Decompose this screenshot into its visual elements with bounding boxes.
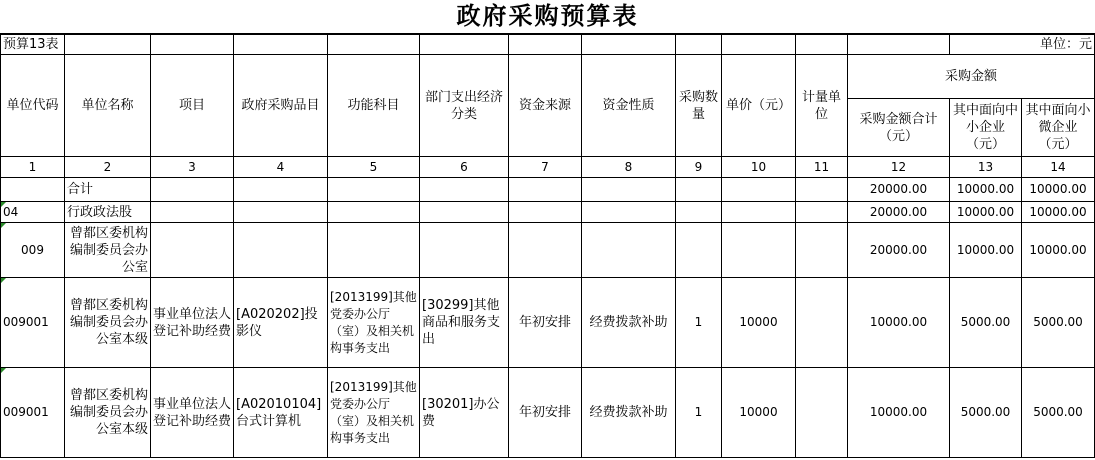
header-dept-name: 单位名称 xyxy=(65,55,151,157)
cell-catalog xyxy=(234,178,328,202)
cell-nature xyxy=(582,223,676,278)
cell-source xyxy=(509,178,582,202)
cell-sme: 10000.00 xyxy=(950,202,1022,223)
header-function: 功能科目 xyxy=(328,55,420,157)
cell-catalog xyxy=(234,202,328,223)
cell-econ xyxy=(420,202,509,223)
cell-sme: 5000.00 xyxy=(950,278,1022,368)
cell-unit xyxy=(796,178,848,202)
col-number: 13 xyxy=(950,157,1022,178)
header-fund-nature: 资金性质 xyxy=(582,55,676,157)
cell-source: 年初安排 xyxy=(509,368,582,458)
cell-unit xyxy=(796,223,848,278)
cell-total: 10000.00 xyxy=(848,278,950,368)
cell-project: 事业单位法人登记补助经费 xyxy=(151,278,234,368)
header-catalog: 政府采购品目 xyxy=(234,55,328,157)
cell-source xyxy=(509,223,582,278)
cell-price xyxy=(722,178,796,202)
cell-code: 04 xyxy=(1,202,65,223)
col-number: 7 xyxy=(509,157,582,178)
cell-total: 10000.00 xyxy=(848,368,950,458)
cell-qty xyxy=(676,223,722,278)
cell-function xyxy=(328,223,420,278)
cell-unit xyxy=(796,368,848,458)
cell-nature xyxy=(582,202,676,223)
cell-econ: [30299]其他商品和服务支出 xyxy=(420,278,509,368)
header-qty: 采购数量 xyxy=(676,55,722,157)
col-number: 6 xyxy=(420,157,509,178)
cell-function xyxy=(328,202,420,223)
header-fund-source: 资金来源 xyxy=(509,55,582,157)
col-number: 2 xyxy=(65,157,151,178)
table-row xyxy=(1,202,1095,223)
header-econ: 部门支出经济分类 xyxy=(420,55,509,157)
cell-project xyxy=(151,202,234,223)
cell-name: 曾都区委机构编制委员会办公室本级 xyxy=(65,368,151,458)
page-title: 政府采购预算表 xyxy=(0,0,1095,34)
cell-code xyxy=(1,178,65,202)
cell-function xyxy=(328,178,420,202)
form-no: 预算13表 xyxy=(1,35,65,55)
table-row xyxy=(1,223,1095,278)
header-sme: 其中面向中小企业（元） xyxy=(950,99,1022,157)
header-amount-group: 采购金额 xyxy=(848,55,1095,99)
col-number: 1 xyxy=(1,157,65,178)
budget-table xyxy=(0,34,1095,458)
cell-nature: 经费拨款补助 xyxy=(582,278,676,368)
cell-function: [2013199]其他党委办公厅（室）及相关机构事务支出 xyxy=(328,278,420,368)
cell-micro: 5000.00 xyxy=(1022,368,1095,458)
cell-unit xyxy=(796,202,848,223)
cell-source: 年初安排 xyxy=(509,278,582,368)
cell-code: 009 xyxy=(1,223,65,278)
col-number: 4 xyxy=(234,157,328,178)
header-price: 单价（元） xyxy=(722,55,796,157)
cell-total: 20000.00 xyxy=(848,178,950,202)
cell-econ xyxy=(420,178,509,202)
cell-qty xyxy=(676,178,722,202)
cell-name: 合计 xyxy=(65,178,151,202)
cell-micro: 10000.00 xyxy=(1022,202,1095,223)
cell-sme: 10000.00 xyxy=(950,178,1022,202)
cell-econ: [30201]办公费 xyxy=(420,368,509,458)
col-number: 3 xyxy=(151,157,234,178)
header-micro: 其中面向小微企业（元） xyxy=(1022,99,1095,157)
col-number: 5 xyxy=(328,157,420,178)
col-number: 12 xyxy=(848,157,950,178)
table-row xyxy=(1,178,1095,202)
cell-catalog xyxy=(234,223,328,278)
col-number: 10 xyxy=(722,157,796,178)
cell-code: 009001 xyxy=(1,368,65,458)
cell-catalog: [A02010104]台式计算机 xyxy=(234,368,328,458)
cell-catalog: [A020202]投影仪 xyxy=(234,278,328,368)
cell-project: 事业单位法人登记补助经费 xyxy=(151,368,234,458)
cell-code: 009001 xyxy=(1,278,65,368)
column-number-row xyxy=(1,157,1095,178)
cell-micro: 10000.00 xyxy=(1022,178,1095,202)
col-number: 9 xyxy=(676,157,722,178)
cell-nature xyxy=(582,178,676,202)
cell-nature: 经费拨款补助 xyxy=(582,368,676,458)
cell-price: 10000 xyxy=(722,368,796,458)
cell-price: 10000 xyxy=(722,278,796,368)
cell-qty xyxy=(676,202,722,223)
cell-function: [2013199]其他党委办公厅（室）及相关机构事务支出 xyxy=(328,368,420,458)
header-row xyxy=(1,55,1095,99)
cell-micro: 10000.00 xyxy=(1022,223,1095,278)
header-unit: 计量单位 xyxy=(796,55,848,157)
cell-total: 20000.00 xyxy=(848,223,950,278)
table-row xyxy=(1,278,1095,368)
cell-qty: 1 xyxy=(676,368,722,458)
cell-project xyxy=(151,223,234,278)
cell-sme: 5000.00 xyxy=(950,368,1022,458)
col-number: 11 xyxy=(796,157,848,178)
cell-name: 曾都区委机构编制委员会办公室本级 xyxy=(65,278,151,368)
cell-price xyxy=(722,202,796,223)
cell-name: 曾都区委机构编制委员会办公室 xyxy=(65,223,151,278)
cell-econ xyxy=(420,223,509,278)
col-number: 8 xyxy=(582,157,676,178)
cell-total: 20000.00 xyxy=(848,202,950,223)
cell-source xyxy=(509,202,582,223)
unit-label: 单位：元 xyxy=(950,35,1095,55)
col-number: 14 xyxy=(1022,157,1095,178)
cell-qty: 1 xyxy=(676,278,722,368)
header-dept-code: 单位代码 xyxy=(1,55,65,157)
header-amount-total: 采购金额合计（元） xyxy=(848,99,950,157)
cell-name: 行政政法股 xyxy=(65,202,151,223)
cell-price xyxy=(722,223,796,278)
cell-unit xyxy=(796,278,848,368)
header-project: 项目 xyxy=(151,55,234,157)
cell-project xyxy=(151,178,234,202)
table-row xyxy=(1,368,1095,458)
info-row xyxy=(1,35,1095,55)
cell-micro: 5000.00 xyxy=(1022,278,1095,368)
cell-sme: 10000.00 xyxy=(950,223,1022,278)
